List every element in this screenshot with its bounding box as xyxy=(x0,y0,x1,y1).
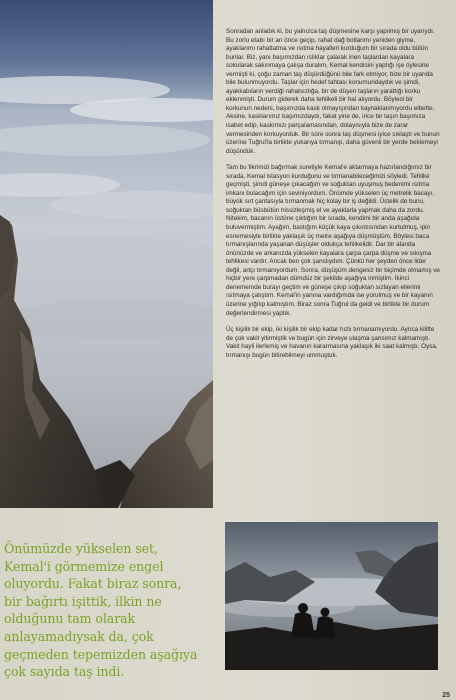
climbers-silhouette-photo xyxy=(225,522,438,670)
article-body xyxy=(226,28,440,368)
article-paragraph: Üç kişilik bir ekip, iki kişilik bir ekip kadar hızlı tırmanamıyordu. Ayrıca kilitte de çok vakit yitirmiştik ve bugün için zirveye ulaşma şansımız kalmamıştı. Vakit hayli ilerlemiş ve havanın kararmasına yaklaşık iki saat kalmıştı. Oysa, tırmanışı bugün bitirebilmeyi ummuştuk. xyxy=(226,326,438,359)
mountain-photo xyxy=(0,0,213,508)
pull-quote-line: çok sayıda taş indi. xyxy=(4,664,125,680)
pull-quote-line: geçmeden tepemizden aşağıya xyxy=(4,646,198,662)
pull-quote xyxy=(4,540,218,681)
pull-quote-line: Önümüzde yükselen set, xyxy=(4,541,158,556)
mountain-photo-graphic xyxy=(0,0,213,508)
pull-quote-line: oluyordu. Fakat biraz sonra, xyxy=(4,576,182,592)
pull-quote-line: anlayamadıysak da, çok xyxy=(4,628,154,644)
pull-quote-line: Kemal'i görmemize engel xyxy=(4,558,164,574)
pull-quote-line: olduğunu tam olarak xyxy=(4,611,136,627)
pull-quote-line: bir bağırtı işittik, ilkin ne xyxy=(4,593,162,609)
article-paragraph: Sonradan anladık ki, bu yalnızca taş düşmesine karşı yapılmış bir uyarıydı. Bu zorlu etabı bir an önce geçip, rahat dağ botlarımı yeniden giyme, ayaklarımı rahatlatma ve ısıtma hayalleri kurduğum bir sırada oldu bütün bunlar. Biz, yanı başımızdan ıslıklar çalarak inen taşlardan kayalara sokularak sakınmaya çalışa duralım, Kemal kendisini yaptığı işe öylesine vermişti ki, çoğu zaman taş düşürdüğünü bile fark etmiyor, bize bir uyarıda bile bulunmuyordu. Taşlar için hedef tahtası konumundaydık ve şimdi, ayakkabıların verdiği rahatsızlığa, bir de düşen taşların yarattığı korku eklenmişti. Durum giderek daha tehlikeli bir hal alıyordu. Böylesi bir korkunun nedeni, başımızda kask olmayışından kaynaklanmıyordu elbette. Aksine, kasklarımız başımızdaydı, fakat yine de, irice bir taşın başımıza isabet edip, kaskımızı parçalamasından, dolayısıyla bize de zarar vermesinden korkuyorduk. Bir süre sonra taş düşmesi iyice sıklaştı ve bunun üzerine Tuğrul'la birlikte yukarıya tırmanıp, daha güvenli bir yerde beklemeyi düşündük. xyxy=(226,28,440,155)
page-number: 25 xyxy=(442,692,450,699)
article-paragraph: Tam bu fikrimizi bağırmak suretiyle Kemal'e aktarmaya hazırlandığımız bir sırada, Kemal istasyon kurduğunu ve tırmanabileceğimizi söyledi. Tehlike geçmişti, şimdi güneşe çıkacağım ve soğuktan uyuşmuş bedenimi ısıtma imkanı bulacağım için seviniyordum. Önümde yükselen üç metrelik bacayı, büyük sırt çantasıyla tırmanmak hiç kolay bir iş değildi. Üstelik de bunu, soğuktan büsbütün hissizleşmiş el ve ayaklarla yapmak daha da zordu. Nitekim, bacanın üstüne çıktığım bir sırada, kendimi bir anda aşağıda buluvermiştim. Ayağım, bastığım küçük kaya çıkıntısından kurtulmuş, ipin esnemesiyle birlikte yaklaşık üç metre aşağıya düşmüştüm. Böylesi baca tırmanışlarında yaşanan düşüşler oldukça tehlikelidir. Dar bir alanda önünüzde ve arkanızda yükselen kayalara çarpa çarpa düşme ve sıkışma tehlikesi vardır. Ancak ben çok şanslıydım. Çünkü her şeyden önce lider değil, artçı tırmanıyordum. Sonra, düşüşüm dengesiz bir biçimde olmamış ve hiçbir yere çarpmadan dümdüz bir şekilde aşağıya inmiştim. İkinci denememde burayı geçtim ve güneşe çıkıp soğuktan sızlayan ellerimi ısıtmaya çalıştım. Kemal'in yanına vardığımda ise yorulmuş ve bir kayanın üzerine yığılıp kalmıştım. Biraz sonra Tuğrul da geldi ve birlikte bir durum değerlendirmesi yaptık. xyxy=(226,164,440,317)
climbers-photo-graphic xyxy=(225,522,438,670)
